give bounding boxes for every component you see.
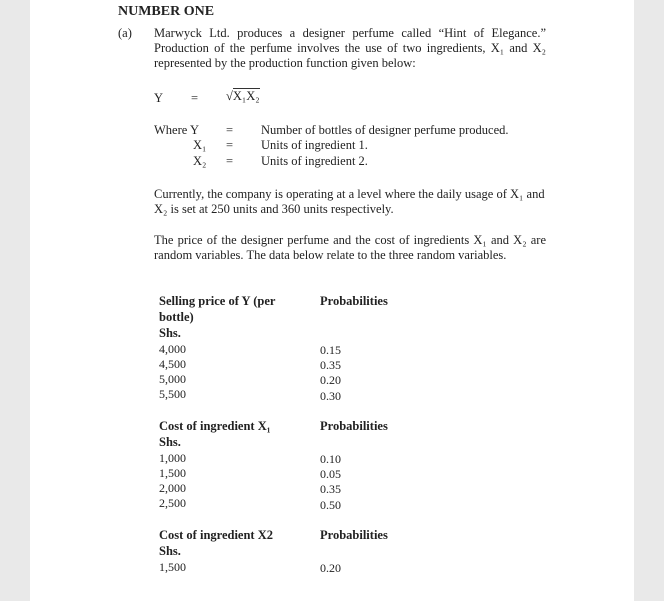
table-cell-value: 4,000 [159,342,186,356]
usage-paragraph: Currently, the company is operating at a level where the daily usage of X₁ and X₂ is set at 250 units and 360 units respectively. [154,187,545,216]
table-cell-prob: 0.35 [320,358,341,372]
equation-rhs [226,89,260,104]
definition-text: Units of ingredient 2. [261,154,368,168]
probabilities-header: Probabilities [320,419,388,433]
part-label: (a) [118,26,132,40]
document-page [30,0,634,601]
equation-lhs: Y [154,91,164,105]
equation-equals: = [191,91,199,105]
definition-label: X₂ [193,154,207,168]
unit-label: Shs. [159,435,181,449]
selling-price-header-cont: bottle) [159,310,194,324]
definition-equals: = [226,154,234,168]
table-cell-prob: 0.05 [320,467,341,481]
probabilities-header: Probabilities [320,528,388,542]
random-variables-paragraph: The price of the designer perfume and the cost of ingredients X₁ and X₂ are random variables. The data below relate to the three random variables. [154,233,546,262]
table-cell-prob: 0.10 [320,452,341,466]
table-cell-value: 1,500 [159,560,186,574]
unit-label: Shs. [159,326,181,340]
table-cell-prob: 0.35 [320,482,341,496]
table-cell-prob: 0.30 [320,389,341,403]
intro-paragraph: Marwyck Ltd. produces a designer perfume called “Hint of Elegance.” Production of the perfume involves the use of two ingredients, X₁ and X₂ represented by the production function given below: [154,26,546,70]
table-cell-prob: 0.50 [320,498,341,512]
definition-label: Where Y [154,123,199,137]
table-cell-value: 1,500 [159,466,186,480]
table-cell-value: 2,500 [159,496,186,510]
ingredient-x2-header: Cost of ingredient X2 [159,528,274,542]
sqrt-symbol: √ [226,89,233,103]
unit-label: Shs. [159,544,181,558]
table-cell-value: 1,000 [159,451,186,465]
definition-text: Units of ingredient 1. [261,138,368,152]
equation-radicand: X₁X₂ [232,89,260,103]
table-cell-value: 4,500 [159,357,186,371]
definition-equals: = [226,123,234,137]
table-cell-value: 5,000 [159,372,186,386]
selling-price-header: Selling price of Y (per [159,294,276,308]
definition-equals: = [226,138,234,152]
probabilities-header: Probabilities [320,294,388,308]
section-heading: NUMBER ONE [118,4,215,19]
table-cell-prob: 0.20 [320,373,341,387]
definition-text: Number of bottles of designer perfume produced. [261,123,509,137]
table-cell-value: 5,500 [159,387,186,401]
ingredient-x1-header: Cost of ingredient X₁ [159,419,271,433]
definition-label: X₁ [193,138,207,152]
table-cell-prob: 0.20 [320,561,341,575]
table-cell-value: 2,000 [159,481,186,495]
table-cell-prob: 0.15 [320,343,341,357]
